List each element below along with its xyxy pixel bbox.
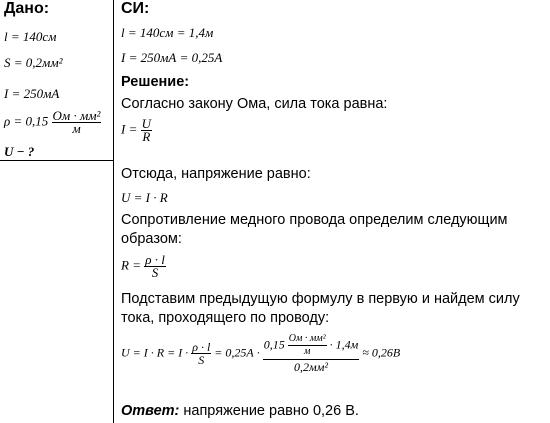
si-title: СИ: <box>121 0 150 17</box>
final-big-num <box>263 333 360 360</box>
given-unknown: U − ? <box>4 144 35 159</box>
solution-line-resistance-2: образом: <box>121 231 182 247</box>
solution-line-ohm: Согласно закону Ома, сила тока равна: <box>121 96 388 112</box>
final-inner-num: Ом · мм² <box>288 333 326 344</box>
final-part1: U = I · R = I · <box>121 345 189 360</box>
given-underline <box>0 160 113 161</box>
resistance-fraction <box>144 254 166 279</box>
given-length: l = 140см <box>4 29 57 44</box>
given-area: S = 0,2мм² <box>4 55 63 70</box>
resistance-formula-left: R = <box>121 257 141 273</box>
given-resistivity-unit-num: Ом · мм² <box>52 108 101 123</box>
answer-text: напряжение равно 0,26 В. <box>179 403 359 419</box>
final-big-den: 0,2мм² <box>294 360 328 374</box>
solution-title: Решение: <box>121 74 190 90</box>
solution-line-voltage: Отсюда, напряжение равно: <box>121 166 311 182</box>
final-frac1-den: S <box>198 353 205 367</box>
resistance-formula <box>121 254 166 279</box>
given-current: I = 250мА <box>4 86 60 101</box>
final-formula <box>121 333 400 374</box>
given-resistivity-unit <box>52 110 102 135</box>
answer-label: Ответ: <box>121 403 180 419</box>
solution-line-substitute-2: тока, проходящего по проводу: <box>121 310 330 326</box>
final-inner-den: м <box>303 346 311 357</box>
voltage-formula: U = I · R <box>121 190 168 205</box>
ohm-formula <box>121 118 152 143</box>
final-result: ≈ 0,26В <box>362 345 401 360</box>
given-resistivity-unit-den: м <box>72 121 81 136</box>
final-part2: = 0,25А · <box>214 345 260 360</box>
solution-line-substitute-1: Подставим предыдущую формулу в первую и найдем силу <box>121 291 520 307</box>
final-inner-coef: 0,15 <box>263 337 285 352</box>
ohm-fraction-num: U <box>141 116 151 131</box>
ohm-formula-left: I = <box>121 121 138 137</box>
ohm-fraction <box>141 118 152 143</box>
ohm-fraction-den: R <box>142 129 151 144</box>
final-frac1 <box>191 341 211 366</box>
final-frac1-num: ρ · l <box>192 340 211 354</box>
given-resistivity <box>4 110 101 135</box>
final-inner-frac <box>288 333 327 358</box>
column-divider <box>113 0 114 423</box>
si-length: l = 140см = 1,4м <box>121 25 214 40</box>
given-resistivity-prefix: ρ = 0,15 <box>4 113 49 129</box>
given-title: Дано: <box>4 0 50 17</box>
si-current: I = 250мА = 0,25А <box>121 50 223 65</box>
answer-line <box>121 403 359 419</box>
resistance-fraction-den: S <box>151 265 159 280</box>
final-inner-tail: · 1,4м <box>329 337 359 352</box>
solution-line-resistance-1: Сопротивление медного провода определим следующим <box>121 212 508 228</box>
resistance-fraction-num: ρ · l <box>145 252 165 267</box>
final-big-fraction <box>263 333 360 374</box>
